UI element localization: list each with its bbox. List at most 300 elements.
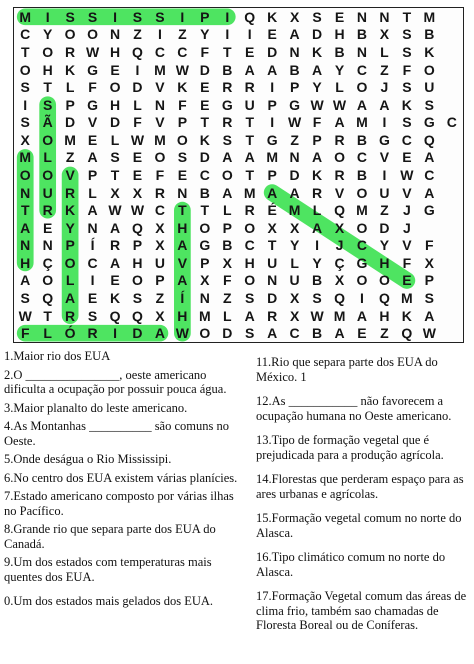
grid-letter: I [270, 114, 275, 131]
grid-letter: X [334, 272, 345, 289]
grid-letter: O [356, 79, 368, 96]
grid-letter: O [109, 79, 121, 96]
grid-letter: S [402, 43, 412, 60]
grid-letter: Y [334, 61, 345, 78]
grid-letter: M [423, 8, 436, 25]
grid-letter: B [334, 43, 345, 60]
grid-letter: A [356, 96, 368, 113]
grid-letter [441, 254, 463, 272]
grid-letter: Q [334, 290, 345, 307]
grid-letter: M [19, 8, 32, 25]
grid-letter: C [446, 114, 457, 131]
grid-letter: P [65, 96, 75, 113]
grid-letter: R [65, 307, 76, 324]
grid-letter: C [199, 166, 210, 183]
grid-letter: A [222, 149, 233, 166]
grid-letter: W [400, 166, 414, 183]
grid-letter [441, 43, 463, 61]
grid-letter: Y [200, 26, 210, 43]
grid-letter: I [382, 166, 387, 183]
grid-letter: N [356, 8, 368, 25]
grid-letter: T [110, 166, 120, 183]
grid-letter: Z [380, 61, 389, 78]
grid-letter: E [132, 166, 143, 183]
grid-letter: A [20, 219, 31, 236]
grid-letter: F [402, 61, 412, 78]
grid-letter: S [20, 114, 30, 131]
grid-letter: X [155, 219, 165, 236]
grid-letter: P [155, 272, 165, 289]
grid-letter: E [200, 96, 210, 113]
grid-letter: N [20, 237, 31, 254]
grid-letter: B [356, 26, 368, 43]
grid-letter: P [87, 166, 98, 183]
grid-letter: A [20, 272, 31, 289]
grid-letter: J [380, 79, 389, 96]
grid-letter: Z [380, 202, 389, 219]
clue-12: 12.As ___________ não favorecem a ocupação humana no Oeste americano. [256, 394, 452, 423]
grid-letter: T [43, 307, 52, 324]
grid-letter: U [379, 184, 390, 201]
grid-letter: T [178, 202, 187, 219]
grid-letter: T [20, 202, 30, 219]
grid-letter: K [199, 131, 210, 148]
grid-letter: U [42, 184, 53, 201]
grid-letter: W [130, 131, 145, 148]
grid-letter: A [312, 149, 323, 166]
grid-letter: S [132, 8, 143, 25]
grid-letter: T [43, 79, 52, 96]
grid-letter: E [334, 8, 345, 25]
grid-letter: G [378, 131, 390, 148]
clue-10: 0.Um dos estados mais gelados dos EUA. [4, 594, 214, 608]
grid-letter: I [45, 8, 50, 25]
grid-letter: Y [312, 254, 322, 271]
grid-letter: C [356, 149, 368, 166]
grid-letter: F [88, 79, 97, 96]
grid-letter: M [154, 131, 166, 148]
grid-letter: X [222, 254, 232, 271]
grid-letter: A [379, 96, 390, 113]
grid-letter: N [154, 96, 165, 113]
grid-letter: O [19, 166, 31, 183]
grid-letter: X [289, 219, 300, 236]
grid-letter: S [177, 149, 188, 166]
grid-letter: I [225, 26, 230, 43]
grid-letter: U [154, 254, 165, 271]
grid-letter: R [65, 43, 76, 60]
grid-letter: R [267, 307, 278, 324]
grid-letter: S [312, 8, 322, 25]
grid-letter: A [267, 61, 278, 78]
grid-letter: H [109, 96, 121, 113]
grid-letter: L [335, 79, 344, 96]
grid-letter: R [312, 184, 323, 201]
grid-letter: E [87, 290, 98, 307]
grid-letter: E [267, 26, 277, 43]
grid-letter: W [310, 307, 324, 324]
grid-letter: M [198, 307, 211, 324]
grid-letter: V [402, 237, 412, 254]
grid-letter: T [245, 131, 254, 148]
grid-letter: K [65, 61, 76, 78]
grid-letter: G [199, 237, 211, 254]
grid-letter: Z [290, 131, 299, 148]
grid-letter: W [85, 43, 100, 60]
grid-letter: A [109, 219, 121, 236]
grid-letter: S [402, 114, 412, 131]
grid-letter: M [154, 61, 166, 78]
grid-letter: É [267, 202, 277, 219]
grid-letter: B [222, 61, 233, 78]
grid-letter: R [109, 237, 121, 254]
grid-letter: G [356, 254, 368, 271]
grid-letter: O [356, 184, 368, 201]
grid-letter: U [244, 96, 255, 113]
grid-letter [441, 237, 463, 255]
grid-letter: S [65, 8, 75, 25]
grid-letter: I [382, 114, 387, 131]
clue-8: 8.Grande rio que separa parte dos EUA do Canadá. [4, 522, 216, 551]
grid-letter: P [267, 166, 277, 183]
grid-letter: G [87, 96, 99, 113]
grid-letter: A [177, 272, 188, 289]
grid-letter: V [155, 79, 165, 96]
grid-letter: X [424, 254, 434, 271]
grid-letter: Í [180, 290, 185, 307]
grid-letter: O [356, 272, 368, 289]
grid-letter: T [200, 202, 210, 219]
grid-letter: N [177, 184, 188, 201]
grid-letter [441, 307, 463, 325]
grid-letter: T [402, 8, 412, 25]
grid-letter: S [402, 79, 412, 96]
grid-letter: I [247, 26, 252, 43]
grid-letter: E [177, 166, 188, 183]
grid-letter: Q [244, 8, 256, 25]
grid-letter: O [244, 219, 256, 236]
grid-letter: T [245, 166, 254, 183]
grid-letter: S [245, 290, 255, 307]
grid-letter: D [222, 325, 233, 342]
grid-letter: K [401, 307, 412, 324]
grid-letter: X [155, 307, 165, 324]
grid-letter: A [267, 184, 278, 201]
grid-letter: Q [42, 290, 54, 307]
grid-letter: M [288, 202, 301, 219]
grid-letter: O [423, 61, 435, 78]
grid-letter: N [87, 219, 98, 236]
grid-letter: B [199, 184, 210, 201]
grid-letter: B [289, 61, 300, 78]
clue-6: 6.No centro dos EUA existem várias planícies. [4, 470, 238, 485]
grid-letter: T [245, 114, 254, 131]
grid-letter: D [289, 166, 300, 183]
grid-letter: G [221, 96, 233, 113]
grid-letter: X [200, 272, 210, 289]
grid-letter: G [266, 131, 278, 148]
grid-letter: U [424, 79, 435, 96]
grid-letter: R [65, 184, 76, 201]
grid-letter: O [42, 131, 54, 148]
clue-15: 15.Formação vegetal comum no norte do Alasca. [256, 511, 462, 540]
grid-letter: S [245, 325, 255, 342]
grid-letter: S [42, 96, 53, 113]
grid-letter: C [356, 61, 368, 78]
grid-letter: M [64, 131, 76, 148]
grid-letter: Y [289, 237, 300, 254]
grid-letter: A [177, 237, 188, 254]
grid-letter: X [132, 184, 143, 201]
grid-letter: P [267, 96, 277, 113]
grid-letter: F [200, 43, 210, 60]
grid-letter: W [422, 325, 436, 342]
grid-letter: V [65, 166, 75, 183]
grid-letter: S [424, 290, 434, 307]
grid-letter: I [113, 8, 117, 25]
grid-letter: E [110, 61, 120, 78]
grid-letter: R [154, 184, 165, 201]
grid-letter: P [177, 114, 188, 131]
grid-letter [441, 272, 463, 290]
grid-letter: S [20, 79, 30, 96]
grid-letter: Q [109, 307, 121, 324]
grid-letter: C [87, 254, 98, 271]
grid-letter: I [225, 8, 230, 25]
grid-letter: O [42, 166, 54, 183]
grid-letter: S [110, 149, 120, 166]
grid-letter [441, 61, 463, 79]
grid-letter: R [87, 325, 98, 342]
grid-letter: A [244, 61, 255, 78]
grid-letter: S [312, 290, 322, 307]
grid-letter: F [155, 166, 165, 183]
grid-letter: H [177, 307, 188, 324]
grid-letter: A [334, 325, 345, 342]
grid-letter: V [177, 254, 188, 271]
clue-3: 3.Maior planalto do leste americano. [4, 400, 188, 415]
grid-letter: F [178, 96, 187, 113]
grid-letter: T [267, 237, 277, 254]
grid-letter: A [244, 149, 255, 166]
grid-letter: X [267, 219, 277, 236]
grid-letter: V [87, 114, 98, 131]
grid-letter: X [379, 26, 390, 43]
grid-letter: E [357, 325, 367, 342]
word-search-grid [13, 7, 464, 343]
grid-letter: K [312, 166, 323, 183]
grid-letter: C [154, 202, 165, 219]
clue-13: 13.Tipo de formação vegetal que é prejudicada para a produção agrícola. [256, 433, 444, 462]
grid-letter: I [180, 8, 185, 25]
grid-letter: O [244, 272, 256, 289]
grid-letter: R [334, 166, 345, 183]
grid-letter: V [379, 149, 390, 166]
grid-letter: L [88, 184, 97, 201]
grid-letter: V [155, 114, 165, 131]
grid-letter: U [289, 272, 300, 289]
grid-letter: Z [133, 26, 142, 43]
grid-letter: X [289, 8, 300, 25]
grid-letter: M [333, 307, 346, 324]
grid-letter: E [245, 43, 255, 60]
grid-letter: C [424, 166, 435, 183]
grid-letter: H [244, 254, 255, 271]
grid-letter [441, 8, 463, 26]
grid-letter: D [379, 219, 390, 236]
grid-letter: L [222, 307, 232, 324]
grid-letter: D [109, 114, 121, 131]
grid-letter: Z [178, 26, 187, 43]
grid-letter: A [424, 307, 435, 324]
grid-letter: L [290, 254, 299, 271]
grid-letter: A [289, 26, 300, 43]
grid-letter: O [87, 26, 99, 43]
grid-letter: A [289, 184, 300, 201]
grid-letter: F [312, 114, 322, 131]
grid-letter: P [132, 237, 143, 254]
grid-letter: A [222, 184, 233, 201]
grid-letter: A [154, 325, 165, 342]
grid-letter: P [200, 8, 210, 25]
grid-letter: Í [90, 237, 95, 254]
grid-letter: Q [378, 290, 390, 307]
clue-9: 9.Um dos estados com temperaturas mais quentes dos EUA. [4, 555, 212, 584]
grid-letter: O [199, 325, 211, 342]
grid-letter: L [222, 202, 232, 219]
grid-letter: X [289, 290, 300, 307]
grid-letter: L [43, 149, 52, 166]
grid-letter: Q [401, 325, 413, 342]
clue-1: 1.Maior rio dos EUA [4, 349, 111, 363]
grid-letter: A [424, 184, 435, 201]
grid-letter: O [334, 149, 345, 166]
clue-5: 5.Onde deságua o Rio Mississipi. [4, 452, 172, 466]
grid-letter [441, 219, 463, 237]
grid-letter: W [175, 325, 189, 342]
grid-letter: M [243, 184, 256, 201]
grid-letter: C [244, 237, 255, 254]
clue-4: 4.As Montanhas __________ são comuns no Oeste. [4, 419, 229, 448]
grid-letter: Y [42, 26, 53, 43]
grid-letter: D [65, 114, 76, 131]
grid-letter: O [199, 219, 211, 236]
grid-letter: M [266, 149, 278, 166]
grid-letter: A [87, 202, 98, 219]
grid-letter: T [222, 43, 232, 60]
grid-letter: V [334, 184, 345, 201]
grid-letter: W [332, 96, 347, 113]
clue-2: 2.O _______________, oeste americano dificulta a ocupação por possuir pouca água. [4, 367, 227, 396]
grid-letter: D [132, 325, 143, 342]
grid-letter: F [222, 272, 232, 289]
grid-letter: G [423, 202, 435, 219]
grid-letter: Z [155, 290, 165, 307]
grid-letter: F [402, 254, 412, 271]
grid-letter: W [108, 202, 122, 219]
grid-letter: S [222, 131, 232, 148]
grid-letter: E [200, 79, 210, 96]
grid-letter: R [244, 79, 255, 96]
grid-letter: H [177, 219, 188, 236]
clue-11: 11.Rio que separa parte dos EUA do México. 1 [256, 355, 438, 384]
grid-letter: Q [334, 202, 345, 219]
grid-letter: F [425, 237, 434, 254]
grid-letter: O [154, 149, 166, 166]
grid-letter: H [109, 43, 121, 60]
grid-letter: K [312, 43, 323, 60]
grid-letter: N [356, 43, 368, 60]
grid-letter: H [334, 26, 345, 43]
grid-letter: C [20, 26, 31, 43]
grid-letter: N [379, 8, 390, 25]
grid-letter: O [176, 131, 188, 148]
grid-letter: Y [379, 237, 390, 254]
grid-letter: L [65, 79, 75, 96]
grid-letter: S [424, 96, 434, 113]
grid-letter: C [289, 325, 300, 342]
grid-letter [441, 149, 463, 167]
grid-letter: H [379, 254, 390, 271]
grid-letter: F [20, 325, 30, 342]
grid-letter: L [380, 43, 389, 60]
grid-letter: X [334, 219, 345, 236]
grid-letter: K [177, 79, 188, 96]
grid-letter [441, 131, 463, 149]
grid-letter: O [356, 219, 368, 236]
grid-letter: O [64, 26, 76, 43]
grid-letter: Z [380, 325, 389, 342]
grid-letter: T [200, 114, 210, 131]
grid-letter: B [356, 166, 368, 183]
grid-letter: N [109, 26, 121, 43]
grid-letter: L [65, 272, 75, 289]
grid-letter: E [132, 149, 143, 166]
clue-17: 17.Formação Vegetal comum das áreas de clima frio, também sao chamadas de Floresta Boreal ou de Coníferas. [256, 589, 467, 632]
grid-letter: H [42, 61, 53, 78]
grid-letter [418, 219, 440, 237]
grid-letter: Z [222, 290, 232, 307]
grid-letter: F [133, 114, 142, 131]
grid-letter [441, 166, 463, 184]
grid-letter: J [402, 202, 411, 219]
grid-letter: P [200, 254, 210, 271]
grid-letter: M [401, 290, 413, 307]
grid-letter: X [155, 237, 165, 254]
grid-letter: H [379, 307, 390, 324]
grid-letter: B [312, 325, 323, 342]
grid-letter: A [109, 254, 121, 271]
grid-letter: W [288, 114, 302, 131]
grid-letter: H [20, 254, 31, 271]
grid-letter [441, 289, 463, 307]
grid-letter: Z [65, 149, 75, 166]
grid-letter: Y [312, 79, 322, 96]
grid-letter: M [356, 202, 368, 219]
clue-14: 14.Florestas que perderam espaço para as ares urbanas e agrícolas. [256, 472, 464, 501]
grid-letter: O [42, 272, 54, 289]
grid-letter: K [109, 290, 121, 307]
grid-letter: L [133, 96, 142, 113]
grid-letter: B [222, 237, 233, 254]
grid-letter: S [20, 290, 30, 307]
grid-letter: O [221, 166, 233, 183]
grid-letter: D [267, 43, 278, 60]
grid-letter: I [157, 26, 162, 43]
letter-grid [14, 8, 463, 342]
grid-letter: J [335, 237, 344, 254]
grid-letter [441, 324, 463, 342]
